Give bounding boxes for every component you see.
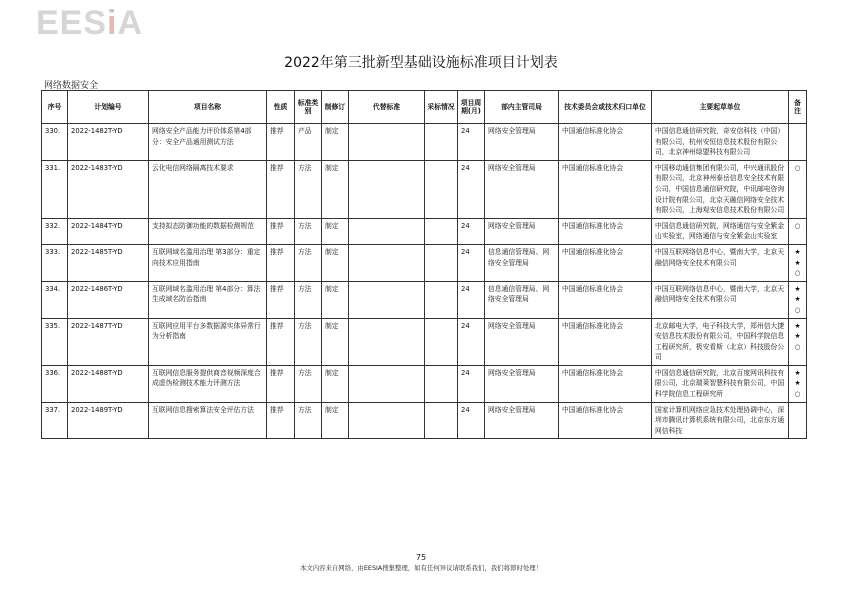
cell-dept: 信息通信管理局、网络安全管理局 — [485, 244, 559, 281]
header-drafter: 主要起草单位 — [652, 91, 789, 124]
cell-plan-no: 2022-1487T-YD — [68, 318, 149, 365]
cell-nature: 推荐 — [267, 160, 295, 218]
cell-revision: 制定 — [322, 365, 349, 402]
cell-cycle: 24 — [458, 160, 485, 218]
note-mark: ○ — [794, 163, 801, 172]
cell-dept: 网络安全管理局 — [485, 365, 559, 402]
cell-category: 方法 — [295, 218, 322, 244]
cell-nature: 推荐 — [267, 244, 295, 281]
cell-drafter: 中国互联网络信息中心，暨南大学，北京天融信网络安全技术有限公司 — [652, 281, 789, 318]
table-body — [42, 124, 807, 439]
cell-replaced — [349, 124, 425, 161]
cell-drafter: 国家计算机网络应急技术处理协调中心，深圳市腾讯计算机系统有限公司，北京东方通网信科技 — [652, 402, 789, 439]
cell-replaced — [349, 281, 425, 318]
cell-committee: 中国通信标准化协会 — [559, 402, 652, 439]
note-mark: ○ — [794, 342, 801, 351]
cell-committee: 中国通信标准化协会 — [559, 318, 652, 365]
note-mark: ○ — [794, 269, 801, 278]
cell-note — [789, 281, 807, 318]
header-cycle: 项目周期(月) — [458, 91, 485, 124]
cell-seq: 332. — [42, 218, 68, 244]
cell-name: 互联网信息服务提供商音视频深度合成虚伪检测技术能力评测方法 — [149, 365, 267, 402]
footer-note: 本文内容来自网络，由EESIA搜集整理，如有任何异议请联系我们，我们将即时处理！ — [299, 564, 543, 572]
header-replaced: 代替标准 — [349, 91, 425, 124]
section-label: 网络数据安全 — [44, 81, 99, 91]
cell-committee: 中国通信标准化协会 — [559, 218, 652, 244]
cell-dept: 网络安全管理局 — [485, 124, 559, 161]
table-row — [42, 281, 807, 318]
cell-revision: 制定 — [322, 244, 349, 281]
cell-nature: 推荐 — [267, 281, 295, 318]
note-mark: ★ — [794, 379, 801, 388]
cell-adopt — [425, 402, 458, 439]
cell-drafter: 中国信息通信研究院，北京百度网讯科技有限公司，北京瑞莱智慧科技有限公司，中国科学院信息工程研究所 — [652, 365, 789, 402]
cell-adopt — [425, 244, 458, 281]
table-row — [42, 318, 807, 365]
table-row — [42, 365, 807, 402]
header-category: 标准类别 — [295, 91, 322, 124]
cell-nature: 推荐 — [267, 365, 295, 402]
cell-plan-no: 2022-1486T-YD — [68, 281, 149, 318]
cell-category: 方法 — [295, 402, 322, 439]
cell-adopt — [425, 218, 458, 244]
cell-dept: 信息通信管理局、网络安全管理局 — [485, 281, 559, 318]
cell-revision: 制定 — [322, 402, 349, 439]
cell-name: 网络安全产品能力评价体系第4部分：安全产品通用测试方法 — [149, 124, 267, 161]
cell-note — [789, 244, 807, 281]
cell-dept: 网络安全管理局 — [485, 160, 559, 218]
note-mark: ★ — [794, 368, 801, 377]
cell-category: 方法 — [295, 318, 322, 365]
cell-category: 方法 — [295, 160, 322, 218]
cell-name: 互联网信息搜索算法安全评估方法 — [149, 402, 267, 439]
cell-nature: 推荐 — [267, 402, 295, 439]
cell-nature: 推荐 — [267, 318, 295, 365]
cell-drafter: 中国互联网络信息中心，暨南大学，北京天融信网络安全技术有限公司 — [652, 244, 789, 281]
cell-nature: 推荐 — [267, 218, 295, 244]
table-header-row — [42, 91, 807, 124]
header-name: 项目名称 — [149, 91, 267, 124]
note-mark: ★ — [794, 247, 801, 256]
cell-replaced — [349, 244, 425, 281]
cell-cycle: 24 — [458, 124, 485, 161]
cell-committee: 中国通信标准化协会 — [559, 281, 652, 318]
cell-note — [789, 318, 807, 365]
cell-plan-no: 2022-1488T-YD — [68, 365, 149, 402]
cell-drafter: 中国信息通信研究院，网络通信与安全紫金山实验室，网络通信与安全紫金山实验室 — [652, 218, 789, 244]
cell-cycle: 24 — [458, 402, 485, 439]
header-nature: 性质 — [267, 91, 295, 124]
note-mark: ★ — [794, 295, 801, 304]
header-seq: 序号 — [42, 91, 68, 124]
cell-plan-no: 2022-1483T-YD — [68, 160, 149, 218]
cell-note — [789, 124, 807, 161]
cell-cycle: 24 — [458, 244, 485, 281]
note-mark: ★ — [794, 258, 801, 267]
cell-name: 云化电信网络隔离技术要求 — [149, 160, 267, 218]
table-row — [42, 218, 807, 244]
cell-category: 产品 — [295, 124, 322, 161]
cell-adopt — [425, 318, 458, 365]
cell-replaced — [349, 160, 425, 218]
table-row — [42, 160, 807, 218]
note-mark: ★ — [794, 321, 801, 330]
note-mark: ★ — [794, 284, 801, 293]
cell-replaced — [349, 365, 425, 402]
cell-drafter: 中国信息通信研究院，奇安信科技（中国）有限公司，杭州安恒信息技术股份有限公司，北京神州绿盟科技有限公司 — [652, 124, 789, 161]
header-revision: 制修订 — [322, 91, 349, 124]
cell-name: 互联网域名滥用治理 第4部分：算法生成域名防治指南 — [149, 281, 267, 318]
cell-committee: 中国通信标准化协会 — [559, 365, 652, 402]
header-plan-no: 计划编号 — [68, 91, 149, 124]
page-number: 75 — [415, 553, 427, 562]
cell-plan-no: 2022-1482T-YD — [68, 124, 149, 161]
cell-replaced — [349, 318, 425, 365]
table-row — [42, 402, 807, 439]
cell-dept: 网络安全管理局 — [485, 402, 559, 439]
cell-note — [789, 160, 807, 218]
cell-name: 支持拟态防御功能的数据检测规范 — [149, 218, 267, 244]
standards-plan-table — [41, 90, 807, 439]
cell-revision: 制定 — [322, 281, 349, 318]
eesia-logo: EESiA — [36, 4, 144, 42]
note-mark: ○ — [794, 390, 801, 399]
cell-replaced — [349, 218, 425, 244]
cell-seq: 335. — [42, 318, 68, 365]
cell-seq: 336. — [42, 365, 68, 402]
cell-adopt — [425, 365, 458, 402]
cell-category: 方法 — [295, 365, 322, 402]
cell-cycle: 24 — [458, 365, 485, 402]
header-committee: 技术委员会或技术归口单位 — [559, 91, 652, 124]
cell-drafter: 北京邮电大学，电子科技大学，郑州信大捷安信息技术股份有限公司，中国科学院信息工程研究所，极安看斯（北京）科技股份公司 — [652, 318, 789, 365]
note-mark: ○ — [794, 221, 801, 230]
cell-nature: 推荐 — [267, 124, 295, 161]
cell-revision: 制定 — [322, 318, 349, 365]
cell-drafter: 中国移动通信集团有限公司，中兴通讯股份有限公司，北京神州泰岳信息安全技术有限公司，中国信息通信研究院，中讯邮电咨询设计院有限公司，北京天融信网络安全技术有限公司，上海观安信息技术股份有限公司 — [652, 160, 789, 218]
cell-adopt — [425, 160, 458, 218]
header-adopt: 采标情况 — [425, 91, 458, 124]
cell-plan-no: 2022-1489T-YD — [68, 402, 149, 439]
cell-cycle: 24 — [458, 318, 485, 365]
cell-note — [789, 365, 807, 402]
cell-name: 互联网域名滥用治理 第3部分：重定向技术应用指南 — [149, 244, 267, 281]
cell-revision: 制定 — [322, 124, 349, 161]
cell-dept: 网络安全管理局 — [485, 318, 559, 365]
note-mark: ○ — [794, 305, 801, 314]
cell-cycle: 24 — [458, 218, 485, 244]
cell-adopt — [425, 281, 458, 318]
cell-adopt — [425, 124, 458, 161]
cell-category: 方法 — [295, 244, 322, 281]
table-row — [42, 244, 807, 281]
cell-committee: 中国通信标准化协会 — [559, 244, 652, 281]
cell-committee: 中国通信标准化协会 — [559, 160, 652, 218]
cell-seq: 331. — [42, 160, 68, 218]
cell-dept: 网络安全管理局 — [485, 218, 559, 244]
header-dept: 部内主管司局 — [485, 91, 559, 124]
header-note: 备注 — [789, 91, 807, 124]
cell-seq: 333. — [42, 244, 68, 281]
table-row — [42, 124, 807, 161]
page-title: 2022年第三批新型基础设施标准项目计划表 — [284, 55, 558, 71]
cell-plan-no: 2022-1485T-YD — [68, 244, 149, 281]
cell-plan-no: 2022-1484T-YD — [68, 218, 149, 244]
cell-category: 方法 — [295, 281, 322, 318]
cell-committee: 中国通信标准化协会 — [559, 124, 652, 161]
cell-seq: 334. — [42, 281, 68, 318]
cell-seq: 330. — [42, 124, 68, 161]
cell-revision: 制定 — [322, 160, 349, 218]
cell-cycle: 24 — [458, 281, 485, 318]
note-mark: ★ — [794, 332, 801, 341]
cell-note — [789, 218, 807, 244]
cell-revision: 制定 — [322, 218, 349, 244]
cell-seq: 337. — [42, 402, 68, 439]
cell-replaced — [349, 402, 425, 439]
cell-note — [789, 402, 807, 439]
cell-name: 互联网应用平台多数据源实体异常行为分析指南 — [149, 318, 267, 365]
